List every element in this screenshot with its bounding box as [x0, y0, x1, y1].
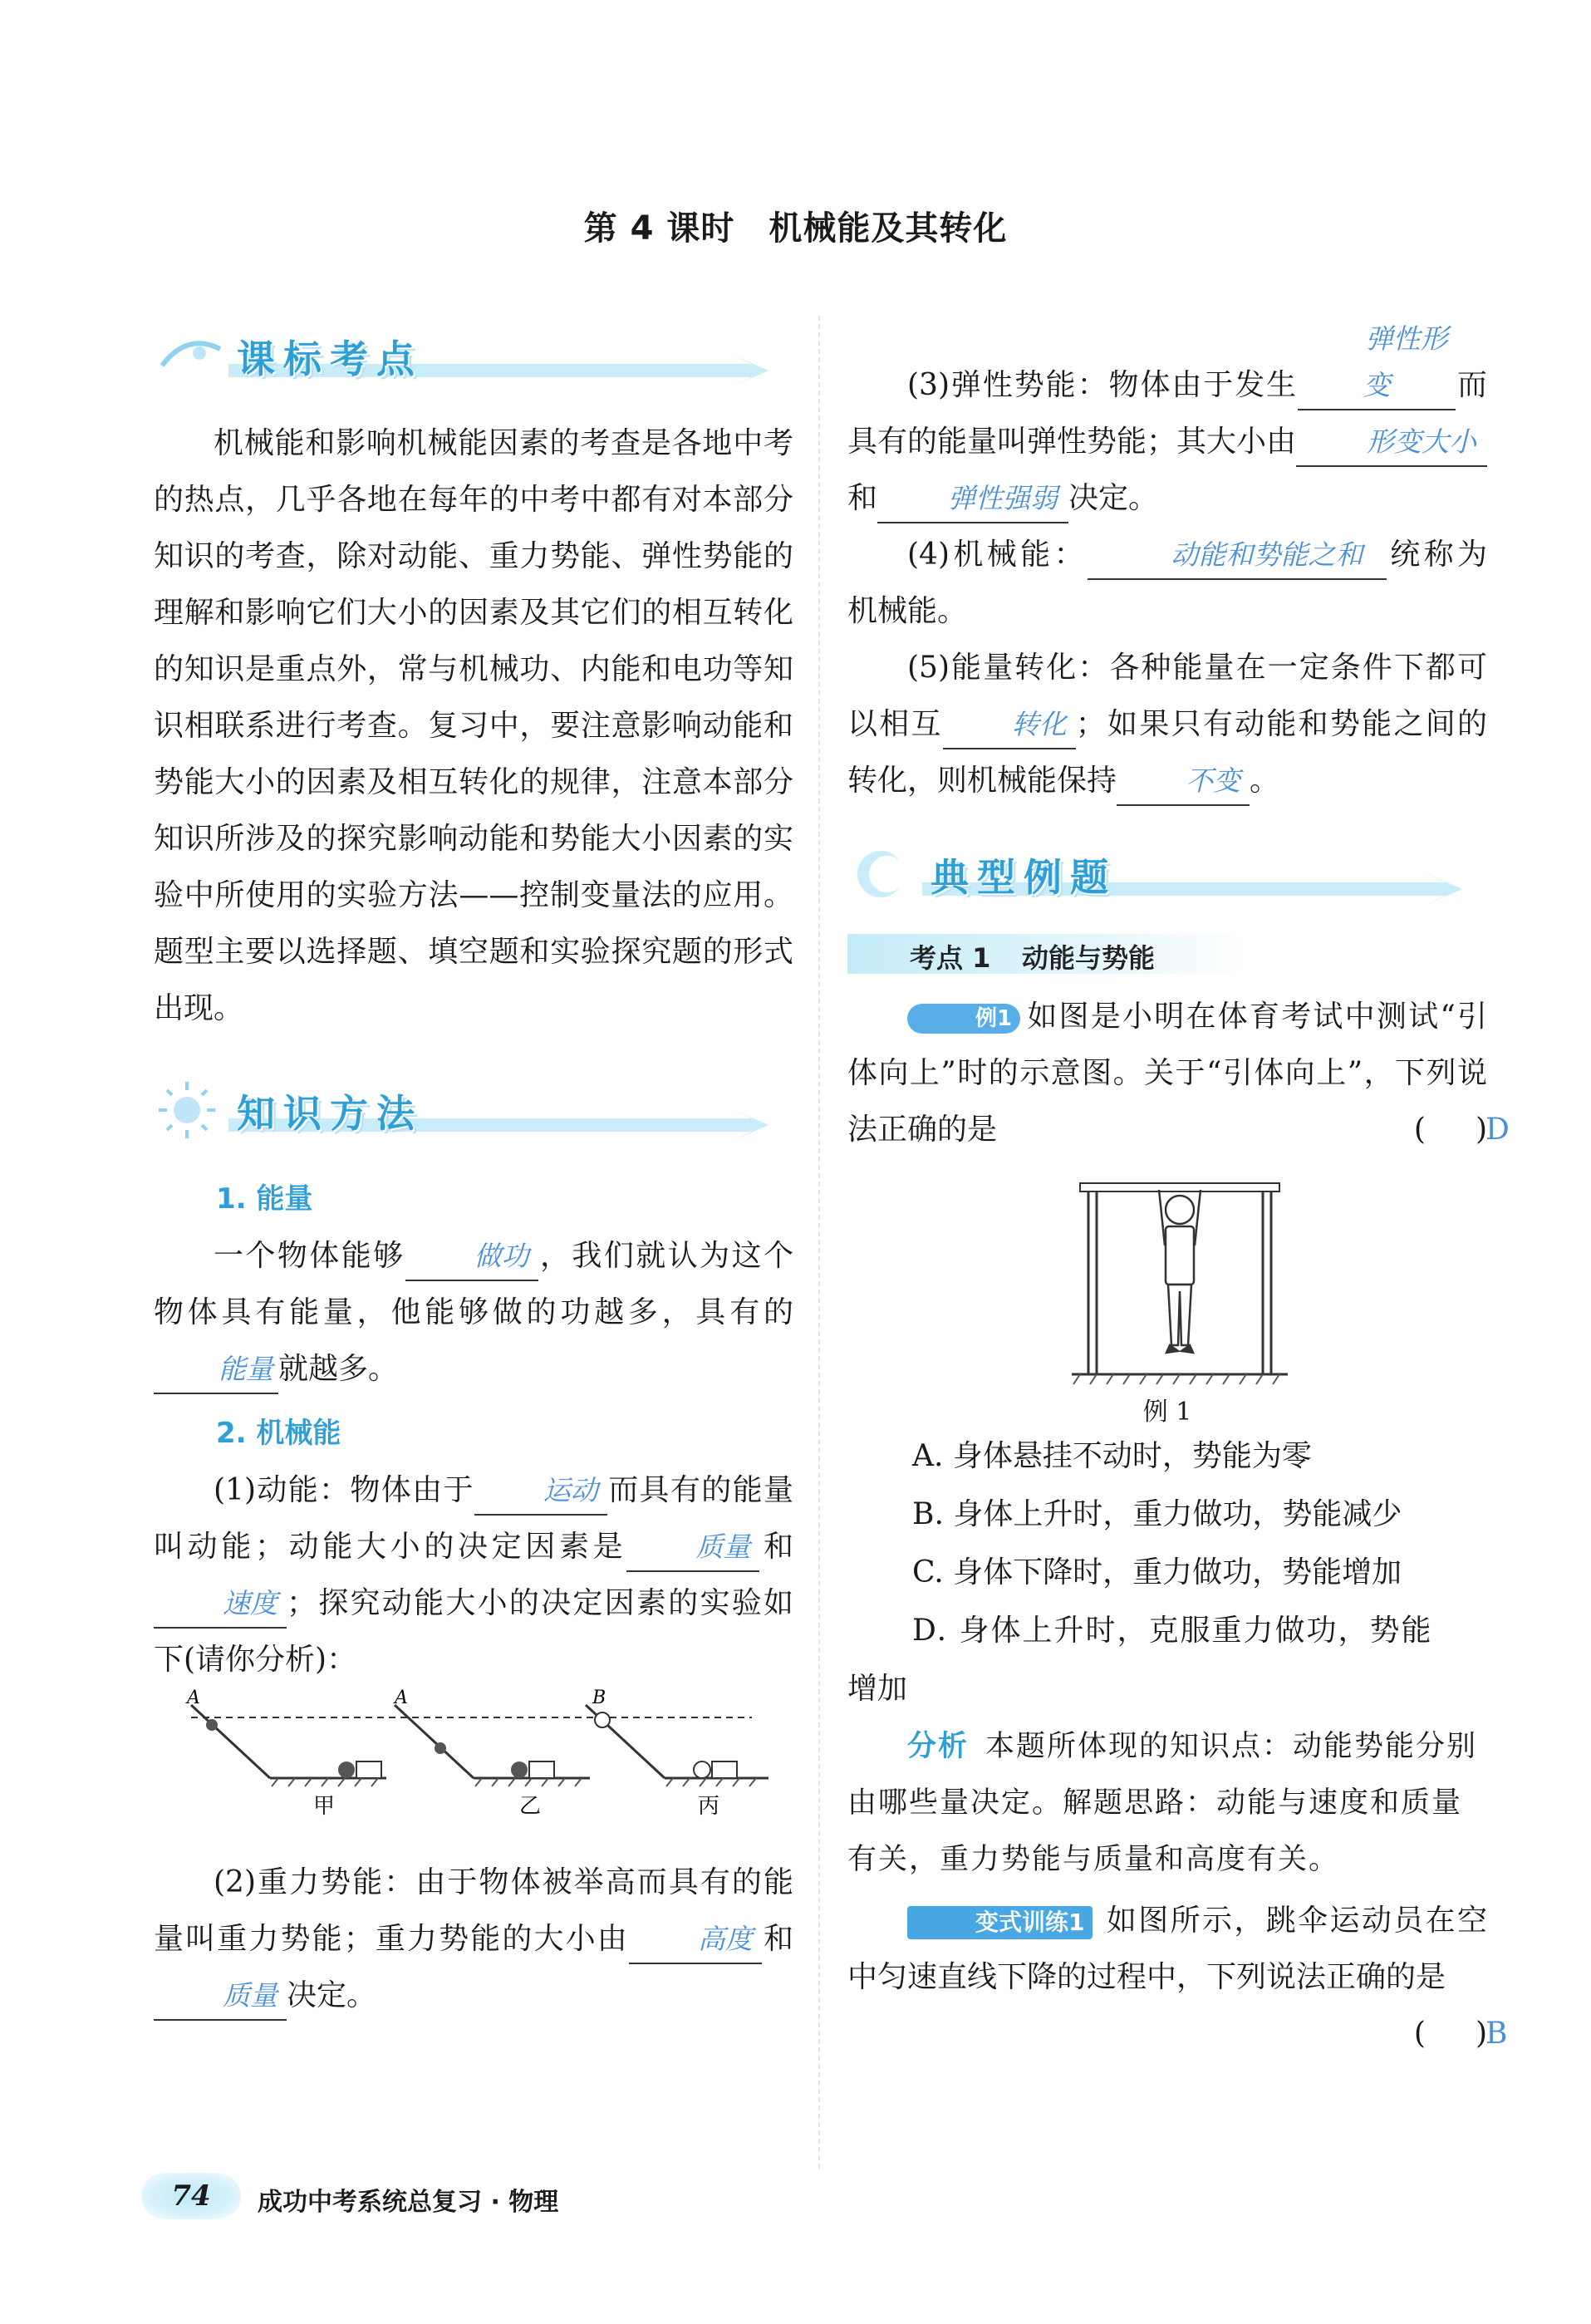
variant1-answer: ( B)	[1354, 2006, 1487, 2062]
analysis-paragraph	[847, 1718, 1487, 1888]
ball-a-icon	[206, 1719, 218, 1731]
gravity-paragraph	[154, 1855, 793, 2024]
energy-paragraph	[154, 1228, 793, 1398]
subhead-mechanical: 2. 机械能	[216, 1417, 341, 1450]
energy-text-2: ，我们就认为这个物体具有能量，他能够做的功越多，具有的	[154, 1239, 793, 1329]
gravity-text-3: 决定。	[287, 1978, 377, 2012]
energy-text-1: 一个物体能够	[214, 1239, 405, 1273]
kinetic-text-4: ；探究动能大小的决定因素的实验如下(请你分析)：	[154, 1586, 793, 1677]
kinetic-paragraph	[154, 1462, 793, 1688]
section-banner-knowledge	[154, 1070, 793, 1153]
page-footer	[141, 2173, 723, 2231]
gravity-text-2: 和	[761, 1922, 793, 1956]
kinetic-text-3: 和	[759, 1530, 793, 1564]
figure-caption: 例 1	[1142, 1398, 1192, 1427]
mechanical-text-2: 统称为机械能。	[847, 538, 1487, 628]
elastic-text-1: (3)弹性势能：物体由于发生	[907, 368, 1299, 402]
diagram-label-b: B	[592, 1688, 606, 1708]
page-number: 74	[141, 2173, 241, 2219]
pullup-figure	[847, 1167, 1487, 1391]
diagram-label-a2: A	[395, 1688, 408, 1708]
subhead-energy: 1. 能量	[216, 1182, 313, 1216]
elastic-blank-1: 弹性形变	[1298, 316, 1456, 410]
variant1-question	[847, 1893, 1508, 2051]
elastic-paragraph	[847, 316, 1487, 527]
diagram-label-a1: A	[187, 1688, 200, 1708]
mechanical-blank-1: 动能和势能之和	[1088, 532, 1387, 580]
elastic-blank-3: 弹性强弱	[877, 475, 1068, 523]
diagram-label-bing: 丙	[698, 1794, 720, 1819]
section-banner-examples	[847, 834, 1487, 917]
option-d-continuation: 增加	[847, 1672, 908, 1706]
analysis-label: 分析	[907, 1730, 970, 1763]
book-title: 成功中考系统总复习 · 物理	[258, 2188, 559, 2217]
conversion-text-2: ；如果只有动能和势能之间的转化，则机械能保持	[847, 707, 1487, 798]
variant1-question-text: 如图所示，跳伞运动员在空中匀速直线下降的过程中，下列说法正确的是	[847, 1904, 1487, 1994]
example1-badge: 例1	[907, 1004, 1020, 1034]
keypoint-bar	[847, 934, 1246, 974]
mechanical-paragraph	[847, 527, 1487, 640]
page-title: 第 4 课时 机械能及其转化	[583, 209, 1008, 248]
example1-question-text: 如图是小明在体育考试中测试“引体向上”时的示意图。关于“引体向上”，下列说法正确的是	[847, 1000, 1487, 1147]
keypoint-title: 动能与势能	[1022, 942, 1156, 974]
section-title-examples: 典型例题	[931, 855, 1117, 900]
curriculum-paragraph: 机械能和影响机械能因素的考查是各地中考的热点，几乎各地在每年的中考中都有对本部分知识的考查，除对动能、重力势能、弹性势能的理解和影响它们大小的因素及其它们的相互转化的知识是重点外，常与机械功、内能和电功等知识相联系进行考查。复习中，要注意影响动能和势能大小的因素及相互转化的规律，注意本部分知识所涉及的探究影响动能和势能大小因素的实验中所使用的实验方法——控制变量法的应用。题型主要以选择题、填空题和实验探究题的形式出现。	[154, 426, 793, 1025]
analysis-text: 本题所体现的知识点：动能势能分别由哪些量决定。解题思路：动能与速度和质量有关，重力势能与质量和高度有关。	[847, 1730, 1478, 1876]
elastic-text-3: 和	[847, 481, 878, 515]
option-b: B. 身体上升时，重力做功，势能减少	[912, 1497, 1402, 1531]
section-title-knowledge: 知识方法	[237, 1091, 423, 1136]
conversion-text-3: 。	[1250, 764, 1280, 798]
kinetic-experiment-diagram	[154, 1688, 793, 1838]
elastic-text-4: 决定。	[1068, 481, 1159, 515]
conversion-paragraph	[847, 640, 1487, 809]
gravity-text-1: (2)重力势能：由于物体被举高而具有的能量叫重力势能；重力势能的大小由	[154, 1865, 793, 1956]
energy-blank-1: 做功	[405, 1233, 538, 1281]
kinetic-blank-1: 运动	[474, 1467, 607, 1516]
variant1-answer-value: B	[1485, 2017, 1508, 2051]
section-title-curriculum: 课标考点	[237, 337, 423, 381]
right-column	[847, 316, 1510, 2062]
person-icon	[1159, 1190, 1201, 1353]
kinetic-blank-2: 质量	[626, 1524, 759, 1572]
keypoint-label: 考点 1	[910, 942, 991, 974]
option-d: D. 身体上升时，克服重力做功，势能	[912, 1614, 1433, 1648]
conversion-blank-2: 不变	[1117, 758, 1250, 806]
energy-text-3: 就越多。	[278, 1352, 399, 1386]
diagram-label-yi: 乙	[519, 1794, 542, 1819]
example1-question	[847, 989, 1510, 1158]
conversion-blank-1: 转化	[943, 701, 1076, 749]
elastic-blank-2: 形变大小	[1296, 419, 1487, 467]
energy-blank-2: 能量	[154, 1346, 278, 1394]
column-divider	[818, 316, 820, 2169]
variant1-badge: 变式训练1	[907, 1906, 1093, 1939]
example1-answer-value: D	[1485, 1113, 1510, 1147]
mechanical-text-1: (4)机械能：	[907, 538, 1088, 572]
diagram-label-jia: 甲	[313, 1794, 336, 1819]
option-a: A. 身体悬挂不动时，势能为零	[912, 1439, 1312, 1473]
left-column	[154, 316, 793, 2024]
gravity-blank-1: 高度	[629, 1916, 762, 1964]
kinetic-text-2: 而具有的能量叫动能；动能大小的决定因素是	[154, 1473, 793, 1564]
gravity-blank-2: 质量	[154, 1973, 287, 2021]
example1-answer: ( D)	[1354, 1102, 1487, 1158]
kinetic-text-1: (1)动能：物体由于	[214, 1473, 474, 1507]
option-c: C. 身体下降时，重力做功，势能增加	[912, 1555, 1402, 1589]
elastic-text-2: 而具有的能量叫弹性势能；其大小由	[847, 368, 1487, 459]
section-banner-curriculum	[154, 316, 793, 399]
kinetic-blank-3: 速度	[154, 1580, 287, 1629]
conversion-text-1: (5)能量转化：各种能量在一定条件下都可以相互	[847, 651, 1487, 741]
